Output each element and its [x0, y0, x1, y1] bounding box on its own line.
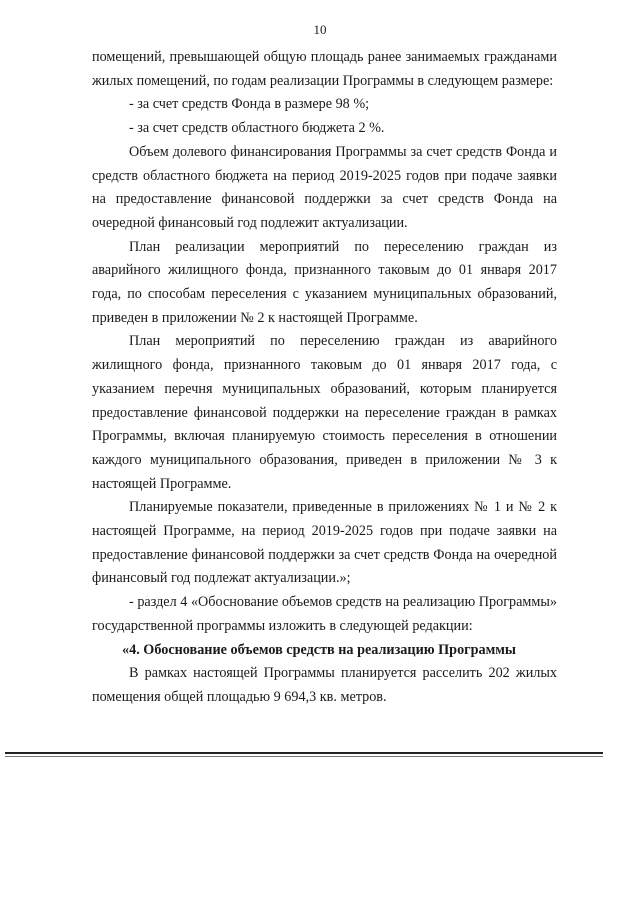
- footer-divider-thin: [5, 756, 603, 757]
- list-item-fund-share: - за счет средств Фонда в размере 98 %;: [129, 96, 370, 113]
- paragraph-resettlement-plan: План реализации мероприятий по переселению граждан из аварийного жилищного фонда, признанного таковым до 01 января 2017 года, по способам переселения с указанием муниципальных образований, приведен в приложении № 2 к настоящей Программе.: [92, 238, 557, 326]
- paragraph-financing-volume: Объем долевого финансирования Программы за счет средств Фонда и средств областного бюджета на период 2019-2025 годов при подаче заявки на предоставление финансовой поддержки за счет средств Фонда на очередной финансовый год подлежит актуализации.: [92, 143, 557, 231]
- document-body: [92, 46, 557, 710]
- page-number: 10: [313, 22, 327, 37]
- paragraph-section-4-amendment: - раздел 4 «Обоснование объемов средств на реализацию Программы» государственной программы изложить в следующей редакции:: [92, 594, 557, 634]
- list-item-regional-budget-share: - за счет средств областного бюджета 2 %.: [129, 120, 385, 137]
- section-heading: «4. Обоснование объемов средств на реализацию Программы: [122, 641, 516, 658]
- footer-divider: [5, 752, 603, 754]
- paragraph-continuation: помещений, превышающей общую площадь ранее занимаемых гражданами жилых помещений, по годам реализации Программы в следующем размере:: [92, 49, 557, 89]
- paragraph-resettlement-scope: В рамках настоящей Программы планируется расселить 202 жилых помещения общей площадью 9 694,3 кв. метров.: [92, 665, 557, 705]
- paragraph-planned-indicators: Планируемые показатели, приведенные в приложениях № 1 и № 2 к настоящей Программе, на период 2019-2025 годов при подаче заявки на предоставление финансовой поддержки за счет средств Фонда на очередной финансовый год подлежат актуализации.»;: [92, 499, 557, 587]
- paragraph-measures-plan: План мероприятий по переселению граждан из аварийного жилищного фонда, признанного таковым до 01 января 2017 года, с указанием перечня муниципальных образований, которым планируется предоставление финансовой поддержки на переселение граждан в рамках Программы, включая планируемую стоимость переселения в отношении каждого муниципального образования, приведен в приложении № 3 к настоящей Программе.: [92, 333, 557, 492]
